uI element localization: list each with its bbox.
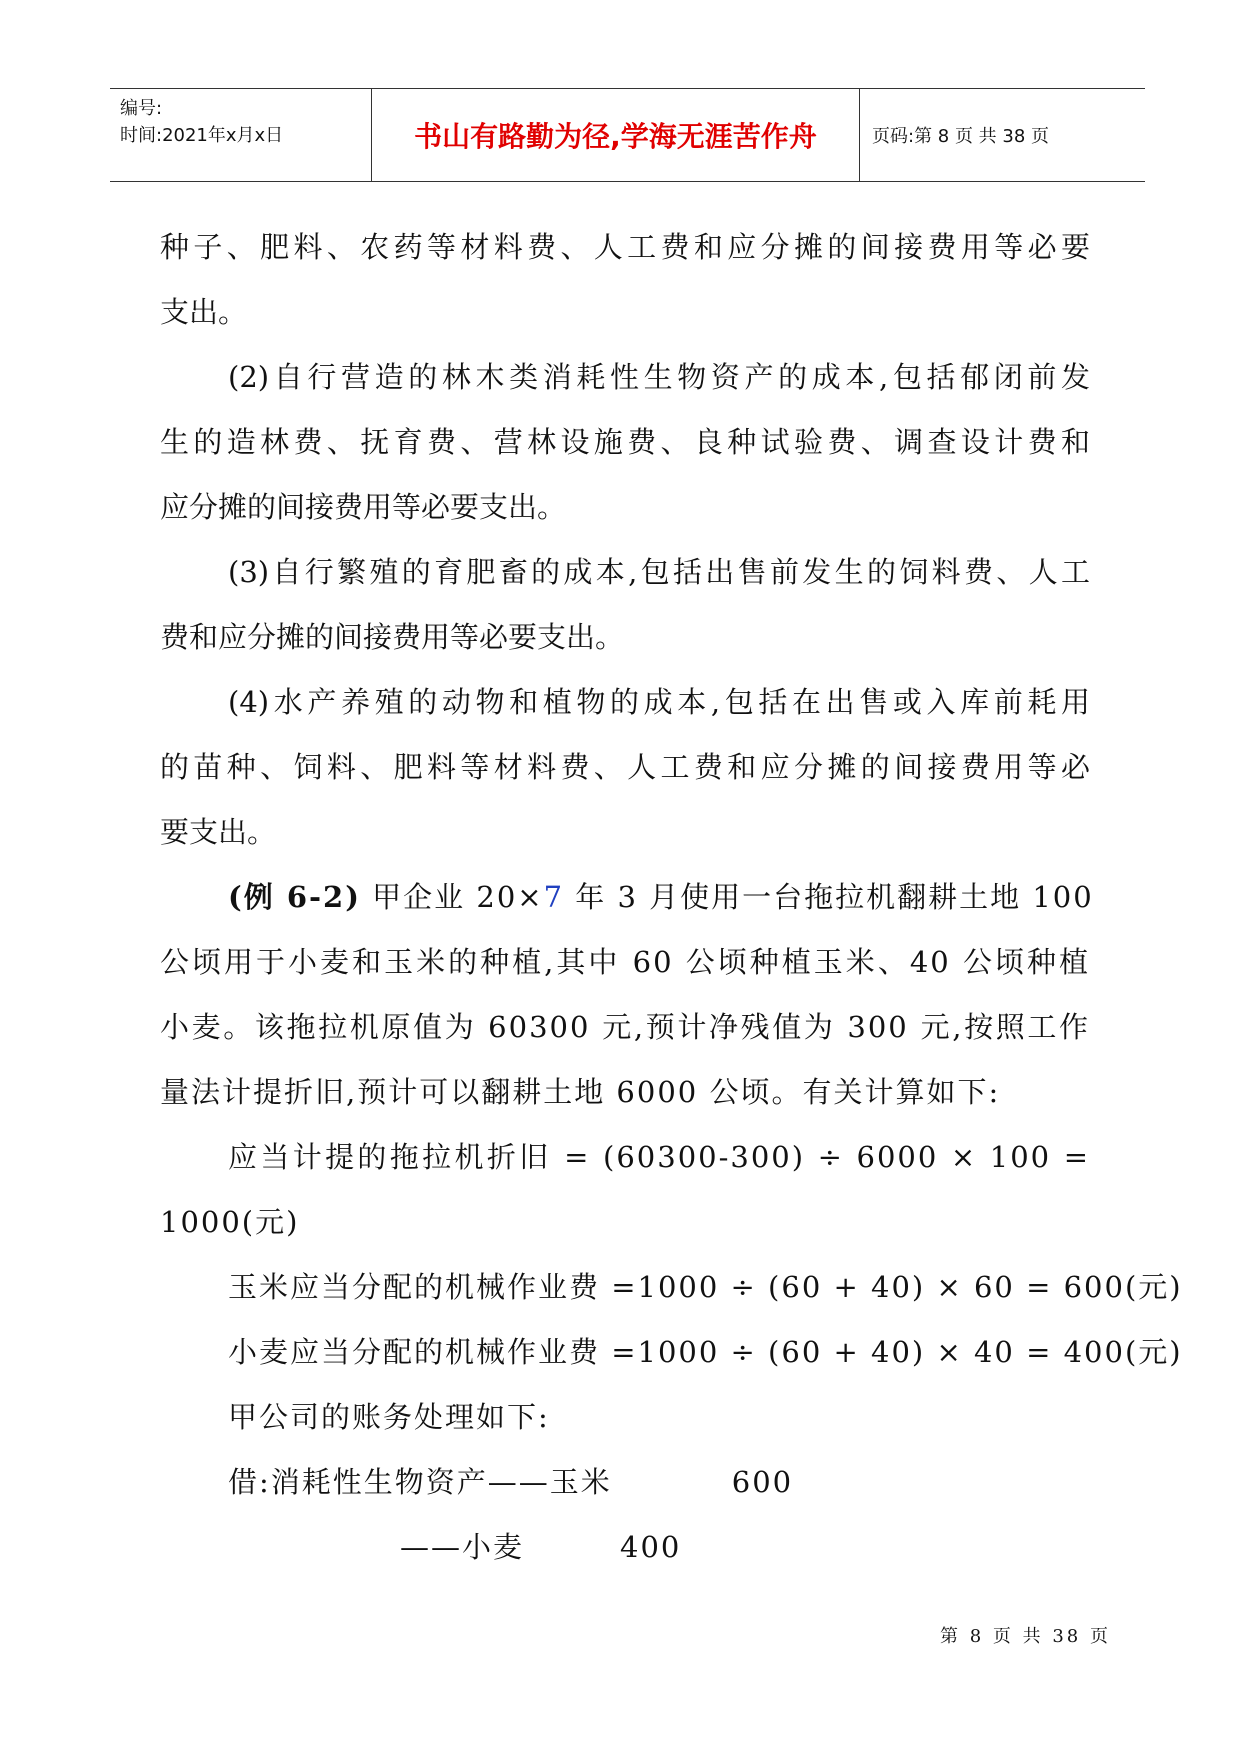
text-line: 种子、肥料、农药等材料费、人工费和应分摊的间接费用等必要 xyxy=(160,230,1090,264)
header-info-cell xyxy=(110,89,372,181)
example-line-3: 小麦。该拖拉机原值为 60300 元,预计净残值为 300 元,按照工作 xyxy=(160,1010,1090,1044)
text-line: 要支出。 xyxy=(160,815,277,849)
header-motto: 书山有路勤为径,学海无涯苦作舟 xyxy=(372,89,860,181)
header-page-number: 页码:第 8 页 共 38 页 xyxy=(872,126,1050,147)
document-number-label: 编号: xyxy=(120,98,163,119)
example-line-1: (例 6-2) 甲企业 20×7 年 3 月使用一台拖拉机翻耕土地 100 xyxy=(228,880,1094,914)
text-line: 应分摊的间接费用等必要支出。 xyxy=(160,490,567,524)
example-year: 7 xyxy=(543,880,565,914)
entry-amount: 600 xyxy=(731,1465,794,1499)
journal-entry-wheat xyxy=(160,1515,1090,1580)
text-line: (2)自行营造的林木类消耗性生物资产的成本,包括郁闭前发 xyxy=(228,360,1090,394)
text-line: 生的造林费、抚育费、营林设施费、良种试验费、调查设计费和 xyxy=(160,425,1090,459)
text-line: 的苗种、饲料、肥料等材料费、人工费和应分摊的间接费用等必 xyxy=(160,750,1090,784)
example-line-2: 公顷用于小麦和玉米的种植,其中 60 公顷种植玉米、40 公顷种植 xyxy=(160,945,1090,979)
document-body xyxy=(160,215,1183,1580)
text-line: (3)自行繁殖的育肥畜的成本,包括出售前发生的饲料费、人工 xyxy=(228,555,1090,589)
page-footer: 第 8 页 共 38 页 xyxy=(940,1626,1111,1647)
page-header xyxy=(110,88,1145,182)
example-label: (例 6-2) xyxy=(228,880,361,914)
calc-wheat-allocation: 小麦应当分配的机械作业费 =1000 ÷ (60 + 40) × 40 = 400(元) xyxy=(228,1335,1183,1369)
text-line: 支出。 xyxy=(160,295,248,329)
text-line: 费和应分摊的间接费用等必要支出。 xyxy=(160,620,625,654)
accounting-intro: 甲公司的账务处理如下: xyxy=(228,1400,550,1434)
example-line-4: 量法计提折旧,预计可以翻耕土地 6000 公顷。有关计算如下: xyxy=(160,1075,1001,1109)
calc-depreciation: 应当计提的拖拉机折旧 = (60300-300) ÷ 6000 × 100 = xyxy=(228,1140,1090,1174)
calc-depreciation-result: 1000(元) xyxy=(160,1205,300,1239)
document-time-label: 时间:2021年x月x日 xyxy=(120,125,284,146)
text-line: (4)水产养殖的动物和植物的成本,包括在出售或入库前耗用 xyxy=(228,685,1090,719)
calc-corn-allocation: 玉米应当分配的机械作业费 =1000 ÷ (60 + 40) × 60 = 600(元) xyxy=(228,1270,1183,1304)
entry-account: 借:消耗性生物资产——玉米 xyxy=(228,1465,612,1499)
entry-amount: 400 xyxy=(620,1530,682,1564)
entry-account: ——小麦 xyxy=(400,1530,525,1564)
journal-entry-corn xyxy=(160,1450,1090,1515)
